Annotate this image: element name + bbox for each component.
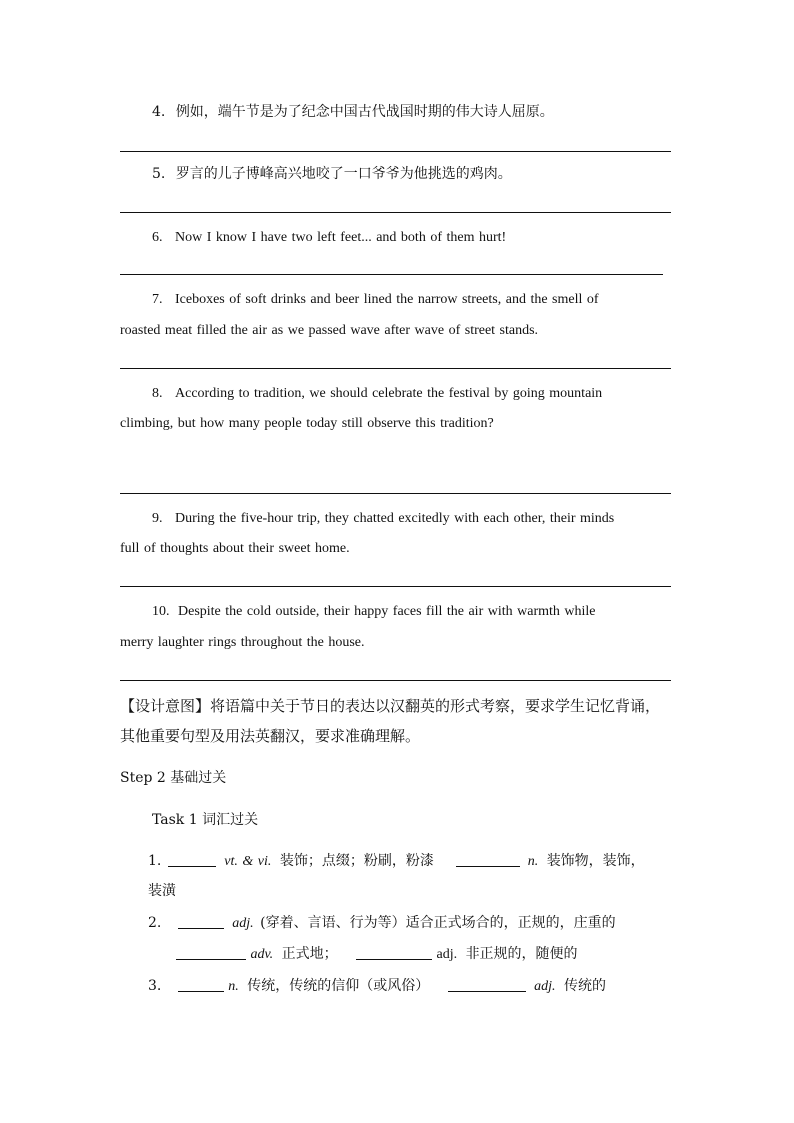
definition: 传统，传统的信仰（或风俗） bbox=[247, 978, 430, 994]
item-number: 1. bbox=[148, 853, 162, 869]
item-text: Despite the cold outside, their happy faces fill the air with warmth while bbox=[178, 604, 596, 619]
item-7-line1 bbox=[152, 290, 599, 310]
item-8-line1 bbox=[152, 384, 602, 404]
item-number: 5. bbox=[152, 166, 166, 182]
item-text: Iceboxes of soft drinks and beer lined the narrow streets, and the smell of bbox=[175, 292, 599, 307]
design-intent-line1: 【设计意图】将语篇中关于节日的表达以汉翻英的形式考察，要求学生记忆背诵， bbox=[120, 697, 661, 715]
task1-heading: Task 1 词汇过关 bbox=[152, 812, 259, 828]
item-number: 2. bbox=[148, 915, 162, 931]
answer-line[interactable] bbox=[120, 151, 671, 152]
word-blank[interactable] bbox=[356, 945, 432, 960]
item-number: 6. bbox=[152, 230, 163, 245]
item-10-line2: merry laughter rings throughout the house. bbox=[120, 635, 365, 650]
item-text: 罗言的儿子博峰高兴地咬了一口爷爷为他挑选的鸡肉。 bbox=[175, 166, 512, 182]
word-blank[interactable] bbox=[456, 852, 520, 867]
definition: 装饰；点缀；粉刷，粉漆 bbox=[279, 853, 434, 869]
item-6 bbox=[152, 228, 506, 248]
answer-line[interactable] bbox=[120, 493, 671, 494]
item-text: 例如，端午节是为了纪念中国古代战国时期的伟大诗人屈原。 bbox=[175, 104, 554, 120]
word-blank[interactable] bbox=[168, 852, 216, 867]
item-number: 4. bbox=[152, 104, 166, 120]
part-of-speech: vt. & vi. bbox=[224, 854, 272, 869]
part-of-speech: adj. bbox=[436, 947, 458, 962]
answer-line[interactable] bbox=[120, 680, 671, 681]
item-text: Now I know I have two left feet... and both of them hurt! bbox=[175, 230, 507, 245]
item-9-line2: full of thoughts about their sweet home. bbox=[120, 541, 350, 556]
definition: 正式地； bbox=[281, 946, 338, 962]
part-of-speech: adv. bbox=[250, 947, 274, 962]
item-number: 3. bbox=[148, 978, 162, 994]
word-blank[interactable] bbox=[178, 914, 224, 929]
item-9-line1 bbox=[152, 509, 614, 529]
definition: (穿着、言语、行为等）适合正式场合的，正规的，庄重的 bbox=[260, 915, 616, 931]
part-of-speech: n. bbox=[527, 854, 539, 869]
item-text: During the five-hour trip, they chatted excitedly with each other, their minds bbox=[175, 511, 615, 526]
item-7-line2: roasted meat filled the air as we passed wave after wave of street stands. bbox=[120, 323, 539, 338]
vocab-2-line2 bbox=[176, 944, 578, 965]
item-number: 10. bbox=[152, 604, 170, 619]
answer-line[interactable] bbox=[120, 368, 671, 369]
word-blank[interactable] bbox=[176, 945, 246, 960]
vocab-2 bbox=[148, 913, 616, 934]
word-blank[interactable] bbox=[178, 977, 224, 992]
step2-heading: Step 2 基础过关 bbox=[120, 770, 227, 786]
item-number: 9. bbox=[152, 511, 163, 526]
vocab-1-wrap: 装潢 bbox=[148, 883, 176, 899]
item-number: 7. bbox=[152, 292, 163, 307]
word-blank[interactable] bbox=[448, 977, 526, 992]
design-intent-line2: 其他重要句型及用法英翻汉，要求准确理解。 bbox=[120, 727, 421, 745]
item-4 bbox=[152, 102, 554, 122]
item-text: According to tradition, we should celebrate the festival by going mountain bbox=[175, 386, 603, 401]
answer-line[interactable] bbox=[120, 212, 671, 213]
item-10-line1 bbox=[152, 602, 596, 622]
item-5 bbox=[152, 164, 512, 184]
part-of-speech: adj. bbox=[534, 979, 556, 994]
definition: 传统的 bbox=[563, 978, 606, 994]
part-of-speech: n. bbox=[228, 979, 239, 994]
item-8-line2: climbing, but how many people today still observe this tradition? bbox=[120, 416, 494, 431]
answer-line[interactable] bbox=[120, 586, 671, 587]
answer-line[interactable] bbox=[120, 274, 663, 275]
part-of-speech: adj. bbox=[232, 916, 254, 931]
definition: 非正规的，随便的 bbox=[465, 946, 578, 962]
vocab-3 bbox=[148, 976, 606, 997]
definition: 装饰物，装饰， bbox=[546, 853, 645, 869]
item-number: 8. bbox=[152, 386, 163, 401]
vocab-1 bbox=[148, 851, 645, 872]
